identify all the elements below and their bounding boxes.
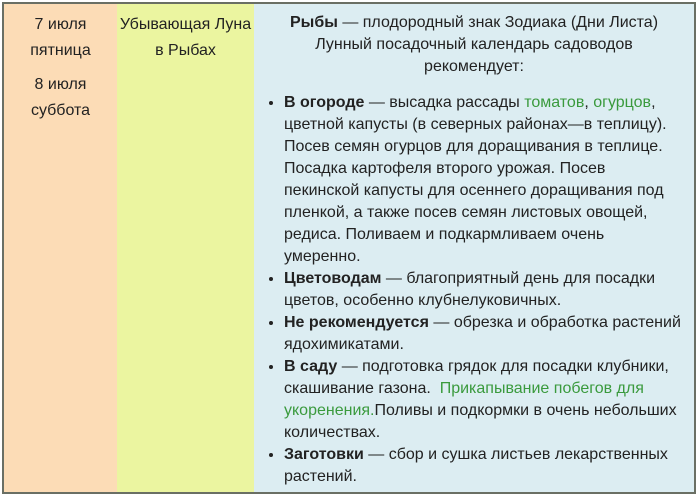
list-item (284, 268, 684, 312)
text-run: — обрезка и обработка растений ядохимикатами. (284, 314, 681, 353)
text-run: — сбор и сушка листьев лекарственных растений. (284, 446, 668, 485)
date-group-friday (4, 12, 117, 64)
text-run: Поливы и подкормки в очень небольших количествах. (284, 402, 677, 441)
moon-phase-cell (117, 3, 254, 493)
date-group-saturday (4, 72, 117, 124)
recommendations-list (260, 92, 688, 488)
list-item (284, 444, 684, 488)
date-text: 7 июля (34, 16, 87, 33)
text-run: — благоприятный день для посадки цветов, особенно клубнелуковичных. (284, 270, 656, 309)
weekday-text: пятница (30, 42, 91, 59)
weekday-text: суббота (30, 102, 91, 119)
date-text: 8 июля (34, 76, 87, 93)
green-link[interactable]: томатов (524, 94, 585, 111)
text-run: — подготовка грядок для посадки клубники, скашивание газона. (284, 358, 669, 397)
green-link[interactable]: Прикапывание побегов для укоренения. (284, 380, 644, 419)
list-item (284, 92, 684, 268)
bold-lead-text: Не рекомендуется (284, 314, 429, 331)
green-link[interactable]: огурцов (593, 94, 652, 111)
table-row (3, 3, 695, 493)
recommendations-header (286, 12, 662, 78)
lunar-calendar-table (2, 2, 696, 494)
text-run: — плодородный знак Зодиака (Дни Листа) Лунный посадочный календарь садоводов рекомендует: (315, 14, 659, 75)
date-cell (3, 3, 117, 493)
list-item (284, 312, 684, 356)
bold-lead-text: Заготовки (284, 446, 364, 463)
recommendations-cell (254, 3, 695, 493)
moon-phase-text: Убывающая Луна (119, 16, 252, 33)
bold-lead-text: В огороде (284, 94, 365, 111)
bold-lead-text: Цветоводам (284, 270, 382, 287)
text-run: , (584, 94, 594, 111)
text-run: , цветной капусты (в северных районах—в теплицу). Посев семян огурцов для доращивания в теплице. Посадка картофеля второго урожая. Посев пекинской капусты для осеннего доращивания под пленкой, а также посев семян листовых овощей, редиса. Поливаем и подкармливаем очень умеренно. (284, 94, 667, 265)
bold-lead-text: Рыбы (289, 14, 338, 31)
moon-sign-text: в Рыбах (155, 42, 216, 59)
bold-lead-text: В саду (284, 358, 338, 375)
list-item (284, 356, 684, 444)
text-run: — высадка рассады (364, 94, 525, 111)
